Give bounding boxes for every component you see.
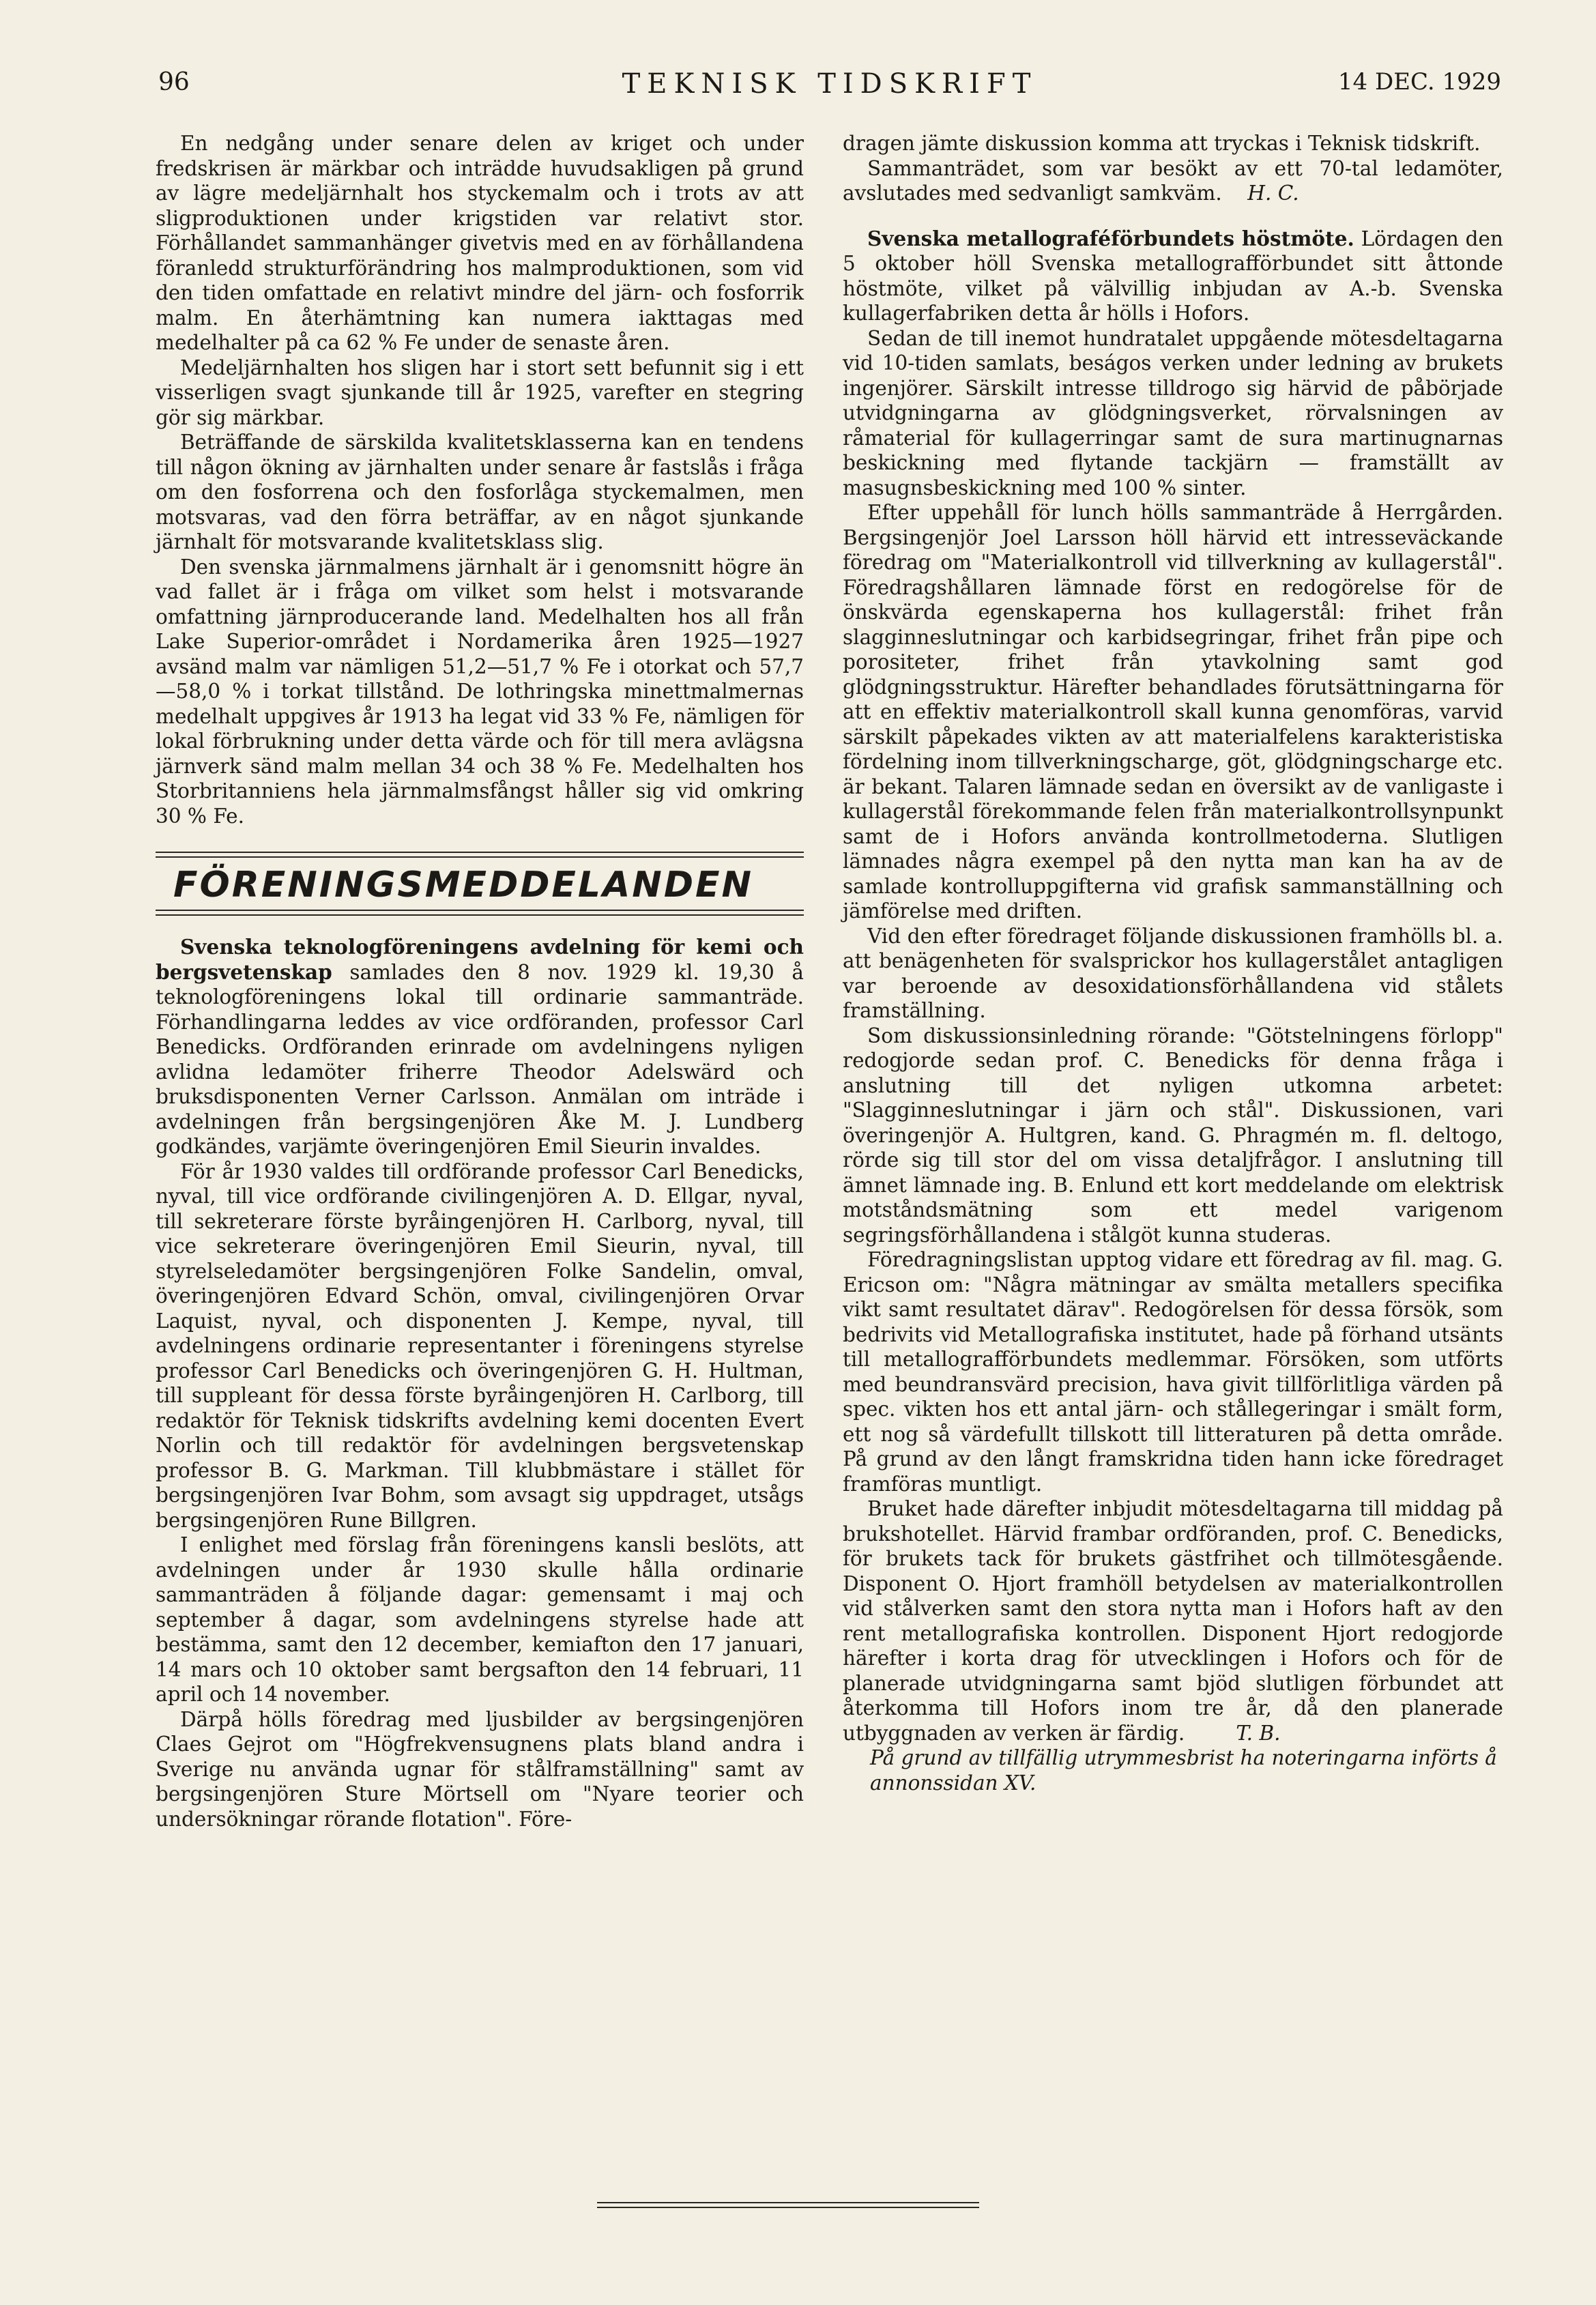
paragraph: dragen jämte diskussion komma att tryckas i Teknisk tidskrift. (843, 132, 1481, 155)
right-column (843, 131, 1503, 1795)
paragraph-heading: Svenska metallograféförbundets höstmöte. (867, 226, 1354, 250)
left-column (156, 131, 804, 1831)
issue-date: 14 DEC. 1929 (1337, 68, 1501, 96)
section-title: FÖRENINGSMEDDELANDEN (173, 865, 754, 905)
paragraph: Medeljärnhalten hos sligen har i stort sett befunnit sig i ett visserligen svagt sjunkande till år 1925, varefter en stegring gör sig märkbar. (156, 356, 804, 429)
signature: H. C. (1247, 182, 1299, 205)
paragraph-text: Bruket hade därefter inbjudit mötesdeltagarna till middag på brukshotellet. Härvid frambar ordföranden, prof. C. Benedicks, för brukets tack för brukets gästfrihet och tillmötesgående. Disponent O. Hjort framhöll betydelsen av materialkontrollen vid stålverken samt den stora nytta man i Hofors haft av den rent metallografiska kontrollen. Disponent Hjort redogjorde härefter i korta drag för utvecklingen i Hofors och för de planerade utvidgningarna samt bjöd slutligen förbundet att återkomma till Hofors inom tre år, då den planerade utbyggnaden av verken är färdig. (843, 1497, 1503, 1745)
paragraph-text: Sammanträdet, som var besökt av ett 70-tal ledamöter, avslutades med sedvanligt samkväm. (843, 156, 1503, 205)
paragraph: Den svenska järnmalmens järnhalt är i genomsnitt högre än vad fallet är i fråga om vilket som helst i motsvarande omfattning järnproducerande land. Medelhalten hos all från Lake Superior-området i Nordamerika åren 1925—1927 avsänd malm var nämligen 51,2—51,7 % Fe i otorkat och 57,7—58,0 % i torkat tillstånd. De lothringska minettmalmernas medelhalt uppgives år 1913 ha legat vid 33 % Fe, nämligen för lokal förbrukning under detta värde och för till mera avlägsna järnverk sänd malm mellan 34 och 38 % Fe. Medelhalten hos Storbritanniens hela järnmalmsfångst håller sig vid omkring 30 % Fe. (156, 555, 804, 828)
paragraph: I enlighet med förslag från föreningens kansli beslöts, att avdelningen under år 1930 skulle hålla ordinarie sammanträden å följande dagar: gemensamt i maj och september å dagar, som avdelningens styrelse hade att bestämma, samt den 12 december, kemiafton den 17 januari, 14 mars och 10 oktober samt bergsafton den 14 februari, 11 april och 14 november. (156, 1533, 804, 1706)
paragraph: Därpå hölls föredrag med ljusbilder av bergsingenjören Claes Gejrot om "Högfrekvensugnens plats bland andra i Sverige nu använda ugnar för stålframställning" samt av bergsingenjören Sture Mörtsell om "Nyare teorier och undersökningar rörande flotation". Före- (156, 1707, 804, 1831)
paragraph-heading: Svenska teknologföreningens avdelning för kemi och bergsvetenskap (156, 935, 804, 984)
paragraph: Som diskussionsinledning rörande: "Götstelningens förlopp" redogjorde sedan prof. C. Benedicks för denna fråga i anslutning till det nyligen utkomna arbetet: "Slagginneslutningar i järn och stål". Diskussionen, vari överingenjör A. Hultgren, kand. G. Phragmén m. fl. deltogo, rörde sig till stor del om vissa detaljfrågor. I anslutning till ämnet lämnade ing. B. Enlund ett kort meddelande om elektrisk motståndsmätning som ett medel varigenom segringsförhållandena i stålgöt kunna studeras. (843, 1024, 1503, 1247)
paragraph (843, 1496, 1503, 1745)
paragraph: Efter uppehåll för lunch hölls sammanträde å Herrgården. Bergsingenjör Joel Larsson höll härvid ett intresseväckande föredrag om "Materialkontroll vid tillverkning av kullagerstål". Föredragshållaren lämnade först en redogörelse för de önskvärda egenskaperna hos kullagerstål: frihet från slagginneslutningar och karbidsegringar, frihet från pipe och porositeter, frihet från ytavkolning samt god glödgningsstruktur. Härefter behandlades förutsättningarna för att en effektiv materialkontroll skall kunna genomföras, varvid särskilt påpekades vikten av att materialfelens karakteristiska fördelning inom tillverkningscharge, göt, glödgningscharge etc. är bekant. Talaren lämnade sedan en översikt av de vanligaste i kullagerstål förekommande felen från materialkontrollsynpunkt samt de i Hofors använda kontrollmetoderna. Slutligen lämnades några exempel på den nytta man kan ha av de samlade kontrolluppgifterna vid grafisk sammanställning och jämförelse med driften. (843, 501, 1503, 923)
section-banner (156, 852, 804, 916)
signature: T. B. (1236, 1721, 1281, 1745)
page-header (158, 68, 1501, 109)
paragraph (156, 935, 804, 1159)
paragraph: Föredragningslistan upptog vidare ett föredrag av fil. mag. G. Ericson om: "Några mätningar av smälta metallers specifika vikt samt resultatet därav". Redogörelsen för dessa försök, som bedrivits vid Metallografiska institutet, hade på förhand utsänts till metallografförbundets medlemmar. Försöken, som utförts med beundransvärd precision, hava givit tillförlitliga värden på spec. vikten hos ett antal järn- och stållegeringar i smält form, ett nog så värdefullt tillskott till litteraturen på detta område. På grund av den långt framskridna tiden hann icke föredraget framföras muntligt. (843, 1248, 1503, 1496)
page-number: 96 (158, 68, 190, 96)
end-rule (597, 2202, 979, 2208)
paragraph: För år 1930 valdes till ordförande professor Carl Benedicks, nyval, till vice ordförande civilingenjören A. D. Ellgar, nyval, till sekreterare förste byråingenjören H. Carlborg, nyval, till vice sekreterare överingenjören Emil Sieurin, nyval, till styrelseledamöter bergsingenjören Folke Sandelin, omval, överingenjören Edvard Schön, omval, civilingenjören Orvar Laquist, nyval, och disponenten J. Kempe, nyval, till avdelningens ordinarie representanter i föreningens styrelse professor Carl Benedicks och överingenjören G. H. Hultman, till suppleant för dessa förste byråingenjören H. Carlborg, till redaktör för Teknisk tidskrifts avdelning kemi docenten Evert Norlin och till redaktör för avdelningen bergsvetenskap professor B. G. Markman. Till klubbmästare i stället för bergsingenjören Ivar Bohm, som avsagt sig uppdraget, utsågs bergsingenjören Rune Billgren. (156, 1159, 804, 1532)
paragraph-text: Lördagen den 5 oktober höll Svenska metallografförbundet sitt åttonde höstmöte, vilket på välvillig inbjudan av A.-b. Svenska kullagerfabriken detta år hölls i Hofors. (843, 227, 1503, 325)
paragraph (843, 227, 1503, 326)
editorial-note: På grund av tillfällig utrymmesbrist ha noteringarna införts å annonssidan XV. (870, 1746, 1497, 1795)
paragraph (843, 156, 1503, 206)
journal-title: TEKNISK TIDSKRIFT (622, 68, 1038, 100)
paragraph: Beträffande de särskilda kvalitetsklasserna kan en tendens till någon ökning av järnhalten under senare år fastslås i fråga om den fosforrena och den fosforlåga styckemalmen, men motsvaras, vad den förra beträffar, av en något sjunkande järnhalt för motsvarande kvalitetsklass slig. (156, 431, 804, 553)
paragraph: En nedgång under senare delen av kriget och under fredskrisen är märkbar och inträdde huvudsakligen på grund av lägre medeljärnhalt hos styckemalm och i trots av att sligproduktionen under krigstiden var relativt stor. Förhållandet sammanhänger givetvis med en av förhållandena föranledd strukturförändring hos malmproduktionen, som vid den tiden omfattade en relativt mindre del järn- och fosforrik malm. En återhämtning kan numera iakttagas med medelhalter på ca 62 % Fe under de senaste åren. (156, 132, 804, 354)
paragraph: Sedan de till inemot hundratalet uppgående mötesdeltagarna vid 10-tiden samlats, beságos verken under ledning av brukets ingenjörer. Särskilt intresse tilldrogo sig härvid de påbörjade utvidgningarna av glödgningsverket, rörvalsningen av råmaterial för kullagerringar samt de sura martinugnarnas beskickning med flytande tackjärn — framställt av masugnsbeskickning med 100 % sinter. (843, 326, 1503, 499)
paragraph: Vid den efter föredraget följande diskussionen framhölls bl. a. att benägenheten för svalsprickor hos kullagerstålet antagligen var beroende av desoxidationsförhållandena vid stålets framställning. (843, 924, 1503, 1022)
paragraph-text: samlades den 8 nov. 1929 kl. 19,30 å teknologföreningens lokal till ordinarie sammanträde. Förhandlingarna leddes av vice ordföranden, professor Carl Benedicks. Ordföranden erinrade om avdelningens nyligen avlidna ledamöter friherre Theodor Adelswärd och bruksdisponenten Verner Carlsson. Anmälan om inträde i avdelningen från bergsingenjören Åke M. J. Lundberg godkändes, varjämte överingenjören Emil Sieurin invaldes. (156, 960, 804, 1158)
